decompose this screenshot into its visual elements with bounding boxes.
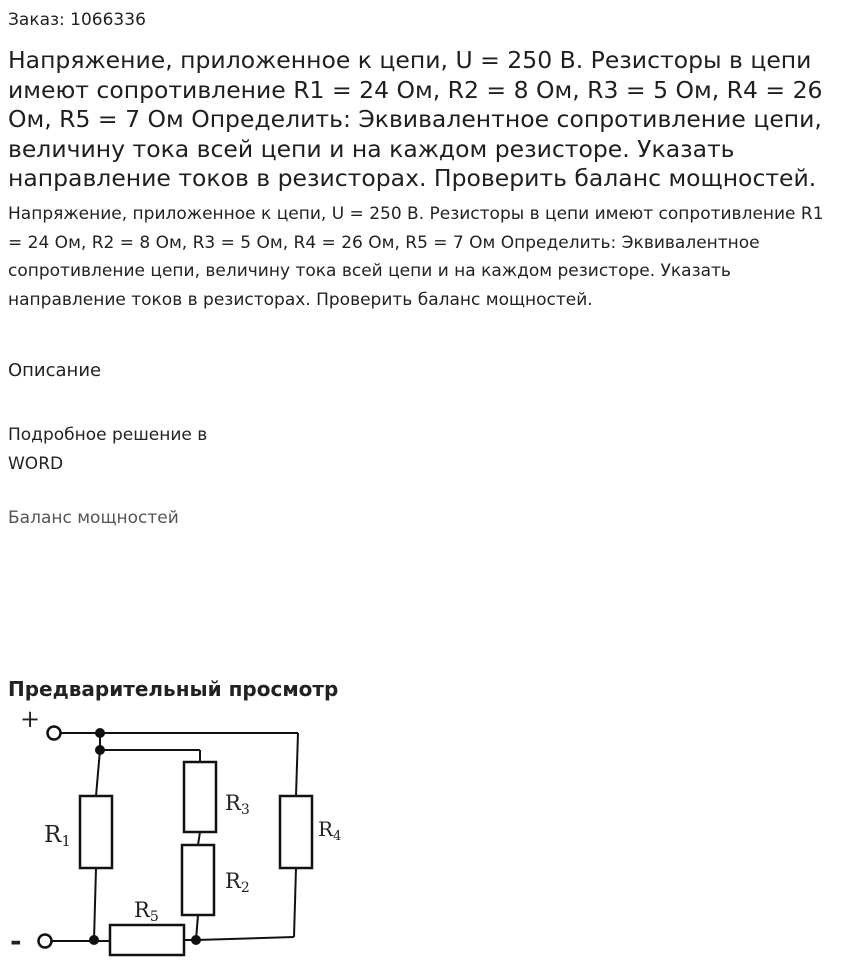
label-r5: R5 xyxy=(134,898,159,925)
preview-heading: Предварительный просмотр xyxy=(8,677,339,701)
label-r3: R3 xyxy=(225,791,250,818)
description-label: Описание xyxy=(8,360,102,381)
minus-sign: - xyxy=(10,924,22,957)
junction-node xyxy=(95,745,105,755)
resistor-r1 xyxy=(80,796,112,868)
label-r1: R1 xyxy=(44,822,71,850)
task-title: Напряжение, приложенное к цепи, U = 250 В. Резисторы в цепи имеют сопротивление R1 = 24 Ом, R2 = 8 Ом, R3 = 5 Ом, R4 = 26 Ом, R5 = 7 Ом Определить: Эквивалентное сопротивление цепи, величину тока всей цепи и на каждом резисторе. Указать направление токов в резисторах. Проверить баланс мощностей. xyxy=(8,46,823,192)
order-number: Заказ: 1066336 xyxy=(8,10,146,30)
resistor-r3 xyxy=(184,762,216,832)
junction-node xyxy=(95,728,105,738)
task-body: Напряжение, приложенное к цепи, U = 250 В. Резисторы в цепи имеют сопротивление R1 = 24 Ом, R2 = 8 Ом, R3 = 5 Ом, R4 = 26 Ом, R5 = 7 Ом Определить: Эквивалентное сопротивление цепи, величину тока всей цепи и на каждом резисторе. Указать направление токов в резисторах. Проверить баланс мощностей. xyxy=(8,204,824,310)
label-r2: R2 xyxy=(225,869,250,896)
negative-terminal xyxy=(39,935,52,948)
resistor-r2 xyxy=(182,845,214,915)
junction-node xyxy=(89,935,99,945)
solution-format: Подробное решение в WORD xyxy=(8,425,208,474)
resistor-r5 xyxy=(110,925,184,955)
circuit-diagram xyxy=(0,700,380,972)
positive-terminal xyxy=(48,727,61,740)
power-balance-text: Баланс мощностей xyxy=(8,508,179,528)
plus-sign: + xyxy=(20,705,41,733)
label-r4: $R_4$ xyxy=(318,817,342,844)
resistor-r4 xyxy=(280,796,312,868)
junction-node xyxy=(191,935,201,945)
